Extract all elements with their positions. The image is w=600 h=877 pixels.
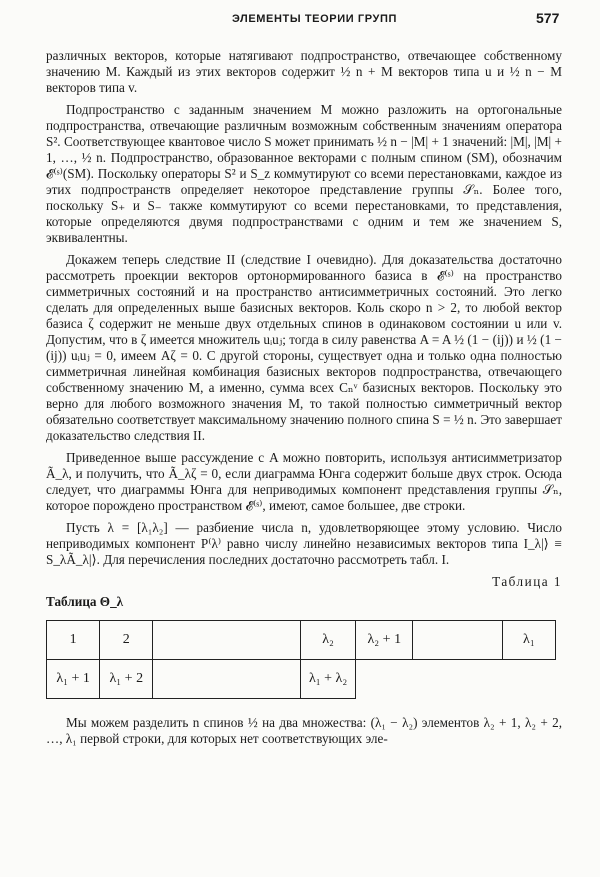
table-number: Таблица 1 [492, 574, 562, 589]
paragraph: Пусть λ = [λ₁λ₂] — разбиение числа n, удовлетворяющее этому условию. Число неприводимых компонент P⁽λ⁾ равно числу линейно независимых векторов типа I_λ|⟩ ≡ S_λÃ_λ|⟩. Для перечисления последних достаточно рассмотреть табл. I. [46, 520, 562, 567]
paragraph: Приведенное выше рассуждение с A можно повторить, используя антисимметризатор Ã_λ, и получить, что Ã_λζ = 0, если диаграмма Юнга содержит больше двух строк. Осюда следует, что диаграммы Юнга для неприводимых компонент представления группы 𝒮ₙ, которое порождено пространством 𝓔⁽ˢ⁾, имеют, самое большее, две строки. [46, 450, 562, 513]
tableau-cell: λ₁ [502, 621, 555, 660]
main-text [46, 48, 562, 753]
tableau-cell-gap [153, 621, 301, 660]
tableau-cell: λ₂ + 1 [356, 621, 413, 660]
running-header [0, 10, 600, 30]
tableau-row-2 [47, 660, 556, 699]
tableau-cell-gap [153, 660, 301, 699]
tableau-cell-gap [413, 621, 502, 660]
paragraph: Подпространство с заданным значением M можно разложить на ортогональные подпространства, отвечающие различным возможным собственным значениям оператора S². Соответствующее квантовое число S может принимать ½ n − |M| + 1 значений: |M|, |M| + 1, …, ½ n. Подпространство, образованное векторами с полным спином (SM), обозначим 𝓔⁽ˢ⁾(SM). Поскольку операторы S² и S_z коммутируют со всеми перестановками, каждое из этих подпространств определяет некоторое представление группы 𝒮ₙ. Более того, поскольку S₊ и S₋ также коммутируют со всеми перестановками, то представления, которые определяются двумя подпространствами с одним и тем же значением S, эквивалентны. [46, 102, 562, 245]
young-tableau [46, 620, 556, 699]
paragraph: Докажем теперь следствие II (следствие I очевидно). Для доказательства достаточно рассмотреть проекции векторов ортонормированного базиса в 𝓔⁽ˢ⁾ на пространство симметричных состояний и на пространство антисимметричных состояний. Это легко сделать для определенных выше базисных векторов. Коль скоро n > 2, то любой вектор базиса ζ содержит не меньше двух отдельных спинов в одинаковом состоянии u или v. Допустим, что в ζ имеется множитель uᵢuⱼ; тогда в силу равенства A = A ½ (1 − (ij)) и ½ (1 − (ij)) uᵢuⱼ = 0, имеем Aζ = 0. С другой стороны, существует одна и только одна полностью симметричная линейная комбинация базисных векторов подпространства, отвечающего собственному значению M, а именно, сумма всех Cₙᵛ базисных векторов. Поскольку это верно для любого возможного значения M, то такой полностью симметричный вектор обязательно соответствует максимальному значению полного спина S = ½ n. Это завершает доказательство следствия II. [46, 252, 562, 443]
page-number: 577 [536, 10, 560, 26]
paragraph: Мы можем разделить n спинов ½ на два множества: (λ₁ − λ₂) элементов λ₂ + 1, λ₂ + 2, …, λ₁ первой строки, для которых нет соответствующих эле- [46, 715, 562, 746]
tableau-cell: λ₁ + 1 [47, 660, 100, 699]
table-caption: Таблица Θ_λ [46, 594, 124, 609]
empty-space [502, 660, 555, 699]
running-title: ЭЛЕМЕНТЫ ТЕОРИИ ГРУПП [232, 13, 397, 25]
tableau-cell: 1 [47, 621, 100, 660]
empty-space [356, 660, 413, 699]
tableau-cell: λ₁ + λ₂ [300, 660, 355, 699]
empty-space [413, 660, 502, 699]
tableau-cell: 2 [100, 621, 153, 660]
tableau-row-1 [47, 621, 556, 660]
paragraph: различных векторов, которые натягивают подпространство, отвечающее собственному значению M. Каждый из этих векторов содержит ½ n + M векторов типа u и ½ n − M векторов типа v. [46, 48, 562, 95]
tableau-cell: λ₂ [300, 621, 355, 660]
tableau-cell: λ₁ + 2 [100, 660, 153, 699]
